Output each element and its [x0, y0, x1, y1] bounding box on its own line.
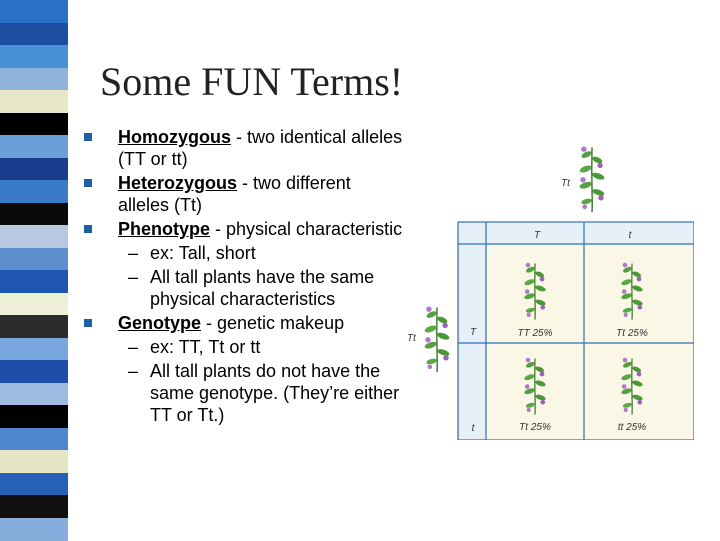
stripe-block	[0, 68, 68, 91]
sub-bullet-item	[84, 242, 404, 264]
stripe-block	[0, 338, 68, 361]
stripe-block	[0, 180, 68, 203]
term-definition: - two identical alleles (TT or tt)	[118, 127, 403, 169]
stripe-block	[0, 248, 68, 271]
cell-genotype-label: Tt 25%	[519, 422, 551, 433]
pea-plant-icon	[579, 147, 605, 213]
stripe-block	[0, 293, 68, 316]
term-definition: - two different alleles (Tt)	[118, 173, 351, 215]
pea-plant-icon	[424, 307, 450, 373]
stripe-block	[0, 518, 68, 541]
stripe-block	[0, 270, 68, 293]
sub-bullet-text: ex: TT, Tt or tt	[150, 337, 261, 357]
stripe-block	[0, 90, 68, 113]
bullet-item-heterozygous	[84, 172, 404, 216]
dash-icon: –	[128, 361, 139, 381]
cell-genotype-label: TT 25%	[517, 328, 553, 339]
bullet-square-icon	[84, 133, 92, 141]
row-header-label: t	[471, 423, 475, 434]
bullet-item-phenotype	[84, 218, 404, 240]
bullet-item-genotype	[84, 312, 404, 334]
stripe-block	[0, 473, 68, 496]
cell-genotype-label: Tt 25%	[616, 328, 648, 339]
punnett-header-row	[458, 222, 694, 244]
column-header-label: t	[628, 230, 632, 241]
dash-icon: –	[128, 243, 139, 263]
sub-bullet-text: All tall plants have the same physical characteristics	[150, 267, 375, 309]
sub-bullet-text: All tall plants do not have the same genotype. (They’re either TT or Tt.)	[150, 361, 400, 425]
punnett-square-diagram	[404, 140, 694, 440]
term-label: Homozygous	[118, 127, 232, 147]
sub-bullet-item	[84, 266, 404, 310]
stripe-block	[0, 315, 68, 338]
parent-left-label: Tt	[407, 333, 416, 344]
stripe-block	[0, 450, 68, 473]
stripe-block	[0, 0, 68, 23]
term-label: Heterozygous	[118, 173, 238, 193]
stripe-block	[0, 135, 68, 158]
dash-icon: –	[128, 267, 139, 287]
term-definition: - genetic makeup	[201, 313, 345, 333]
stripe-block	[0, 428, 68, 451]
punnett-header-column	[460, 244, 486, 440]
stripe-block	[0, 158, 68, 181]
stripe-block	[0, 360, 68, 383]
bullet-item-homozygous	[84, 126, 404, 170]
sub-bullet-text: ex: Tall, short	[150, 243, 256, 263]
punnett-grid-area	[486, 244, 694, 440]
stripe-block	[0, 203, 68, 226]
sub-bullet-item	[84, 336, 404, 358]
stripe-block	[0, 23, 68, 46]
stripe-block	[0, 405, 68, 428]
decorative-stripe	[0, 0, 68, 540]
sub-bullet-item	[84, 360, 404, 426]
term-label: Phenotype	[118, 219, 211, 239]
bullet-square-icon	[84, 225, 92, 233]
dash-icon: –	[128, 337, 139, 357]
stripe-block	[0, 495, 68, 518]
row-header-label: T	[469, 327, 477, 338]
parent-top-label: Tt	[561, 178, 570, 189]
bullet-list	[84, 124, 404, 426]
cell-genotype-label: tt 25%	[617, 422, 647, 433]
column-header-label: T	[533, 230, 541, 241]
stripe-block	[0, 225, 68, 248]
stripe-block	[0, 113, 68, 136]
slide-title: Some FUN Terms!	[100, 59, 404, 104]
term-label: Genotype	[118, 313, 202, 333]
bullet-square-icon	[84, 179, 92, 187]
term-definition: - physical characteristic	[210, 219, 403, 239]
bullet-square-icon	[84, 319, 92, 327]
stripe-block	[0, 45, 68, 68]
stripe-block	[0, 383, 68, 406]
